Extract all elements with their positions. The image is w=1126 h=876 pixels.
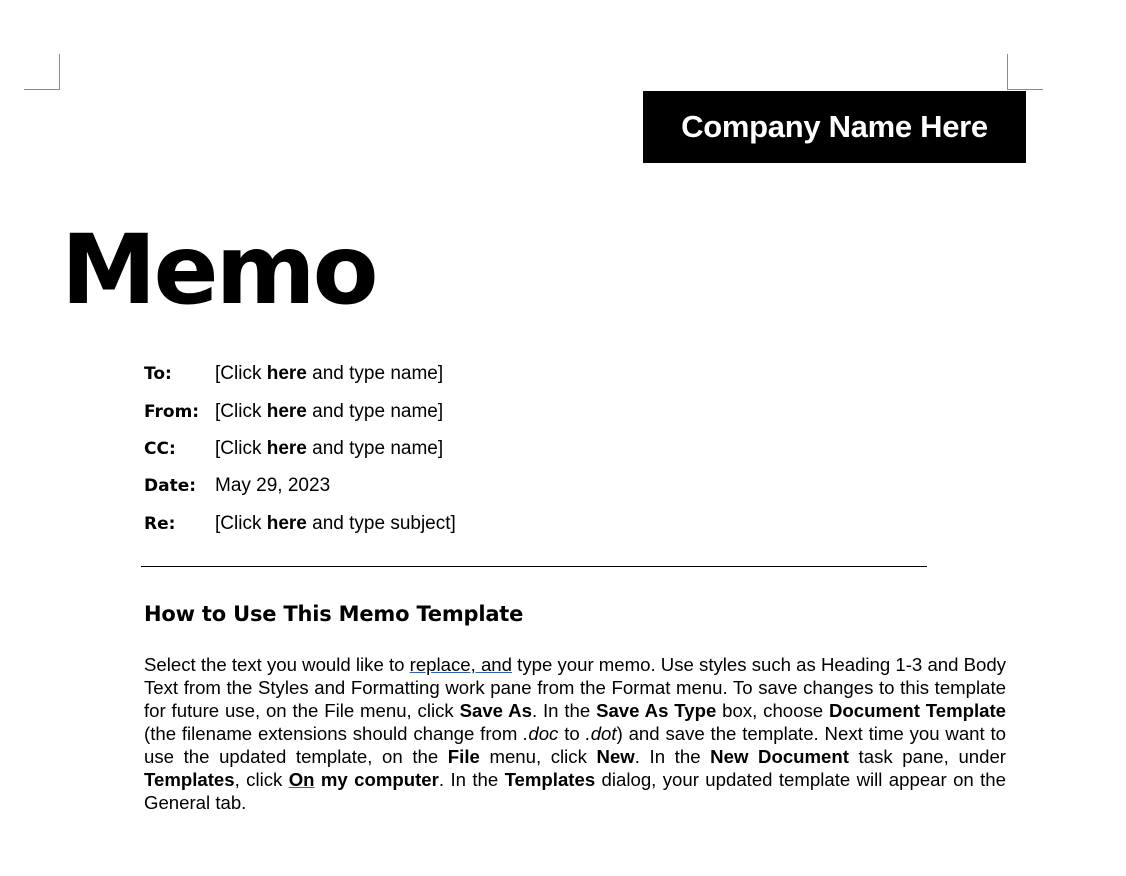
body-run: .doc [523,723,559,744]
body-run: On [288,769,315,790]
body-run: New Document [710,746,849,767]
date-field[interactable]: May 29, 2023 [215,475,331,496]
re-field[interactable]: [Click here and type subject] [215,513,456,534]
body-run: . In the [634,746,711,767]
company-name[interactable]: Company Name Here [681,109,988,144]
body-run: type your memo. Use styles such as Heading 1-3 and Body Text from the Styles and Formatting work pane from the Format menu. To save changes to this template for future use, on the File menu, click [144,654,1007,721]
body-run: ) and save the template. Next time you want to use the updated template, on the [144,723,1007,767]
body-run: New [596,746,635,767]
company-name-box[interactable] [643,91,1026,163]
crop-mark-top-right-horizontal [1007,89,1043,90]
body-run: (the filename extensions should change from [144,723,524,744]
from-field[interactable]: [Click here and type name] [215,401,444,422]
from-label: From: [144,402,200,422]
body-run: Templates [144,769,235,790]
memo-title[interactable]: Memo [61,214,376,326]
body-run: Document Template [829,700,1007,721]
body-run: Save As [459,700,532,721]
body-run: . In the [531,700,597,721]
to-label: To: [144,364,172,384]
header-divider [141,566,927,567]
cc-field[interactable]: [Click here and type name] [215,438,444,459]
body-run: Templates [504,769,596,790]
body-run: , click [234,769,289,790]
body-run: menu, click [479,746,597,767]
crop-mark-top-right-vertical [1007,54,1008,90]
body-run: dialog, your updated template will appear on the General tab. [144,769,1006,813]
body-run: my computer [314,769,439,790]
body-run: Select the text you would like to [144,654,410,675]
body-run: File [447,746,480,767]
body-run: box, choose [716,700,829,721]
to-field[interactable]: [Click here and type name] [215,363,444,384]
body-run: to [558,723,586,744]
body-paragraph[interactable] [144,653,1006,814]
body-run: replace, and [409,654,512,675]
body-run: . In the [438,769,505,790]
cc-label: CC: [144,439,176,459]
date-label: Date: [144,476,197,496]
body-run: .dot [585,723,617,744]
section-heading[interactable]: How to Use This Memo Template [144,602,524,626]
re-label: Re: [144,514,176,534]
crop-mark-top-left-horizontal [24,89,60,90]
body-run: Save As Type [596,700,717,721]
crop-mark-top-left-vertical [59,54,60,90]
body-run: task pane, under [848,746,1006,767]
